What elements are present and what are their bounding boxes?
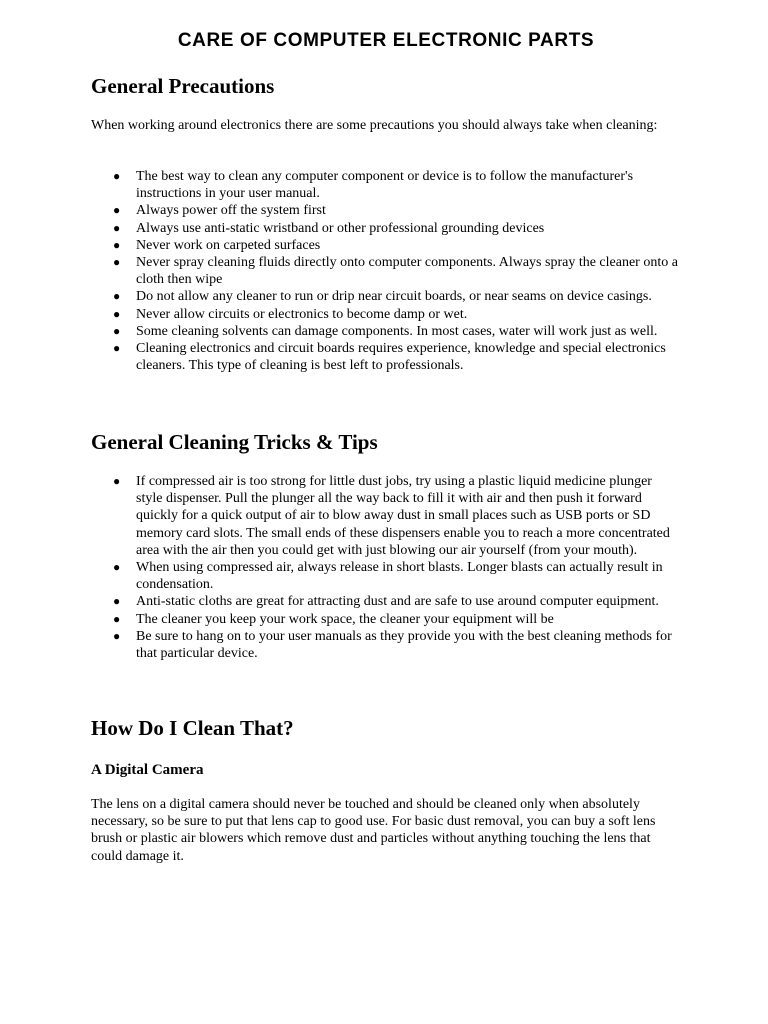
list-item: ● Anti-static cloths are great for attracting dust and are safe to use around computer equipment. — [113, 594, 659, 610]
list-item: ● Some cleaning solvents can damage components. In most cases, water will work just as well. — [113, 323, 658, 339]
tricks-list — [91, 473, 681, 662]
camera-paragraph: The lens on a digital camera should never be touched and should be cleaned only when absolutely necessary, so be sure to put that lens cap to good use. For basic dust removal, you can buy a soft lens brush or plastic air blowers which remove dust and particles without anything touching the lens that could damage it. — [91, 797, 656, 864]
list-item: ● Never work on carpeted surfaces — [113, 237, 321, 253]
bullet-icon: ● — [113, 237, 121, 252]
precautions-intro-paragraph: When working around electronics there are some precautions you should always take when cleaning: — [91, 118, 658, 133]
precautions-list — [91, 168, 681, 374]
bullet-icon: ● — [113, 594, 121, 609]
list-item: ● Be sure to hang on to your user manuals as they provide you with the best cleaning methods for that particular device. — [113, 628, 672, 662]
bullet-icon: ● — [113, 628, 121, 643]
bullet-icon: ● — [113, 220, 121, 235]
bullet-icon: ● — [113, 323, 121, 338]
subheading-digital-camera: A Digital Camera — [91, 762, 204, 778]
list-item: ● Always use anti-static wristband or other professional grounding devices — [113, 220, 545, 236]
list-item: ● Always power off the system first — [113, 203, 326, 219]
list-item: ● If compressed air is too strong for little dust jobs, try using a plastic liquid medicine plunger style dispenser. Pull the plunger all the way back to fill it with air and then push it forward quickly for a quick output of air to blow away dust in small places such as USB ports or SD memory card slots. The small ends of these dispensers enable you to reach a more concentrated area with the air then you could get with just blowing our air yourself (from your mouth). — [113, 474, 670, 558]
list-item: ● The cleaner you keep your work space, the cleaner your equipment will be — [113, 611, 554, 627]
list-item: ● Do not allow any cleaner to run or drip near circuit boards, or near seams on device casings. — [113, 289, 652, 305]
list-item: ● When using compressed air, always release in short blasts. Longer blasts can actually result in condensation. — [113, 560, 663, 593]
list-item: ● Cleaning electronics and circuit boards requires experience, knowledge and special electronics cleaners. This type of cleaning is best left to professionals. — [113, 341, 666, 374]
bullet-icon: ● — [113, 611, 121, 626]
bullet-icon: ● — [113, 169, 121, 183]
list-item: ● The best way to clean any computer component or device is to follow the manufacturer's instructions in your user manual. — [113, 169, 634, 202]
document-title: CARE OF COMPUTER ELECTRONIC PARTS — [177, 30, 595, 51]
bullet-icon: ● — [113, 289, 121, 304]
heading-how-do-i-clean: How Do I Clean That? — [91, 716, 294, 740]
heading-general-precautions: General Precautions — [91, 74, 275, 98]
bullet-icon: ● — [113, 560, 121, 575]
bullet-icon: ● — [113, 341, 121, 356]
heading-cleaning-tricks: General Cleaning Tricks & Tips — [91, 430, 378, 454]
bullet-icon: ● — [113, 203, 121, 218]
bullet-icon: ● — [113, 255, 121, 270]
list-item: ● Never spray cleaning fluids directly onto computer components. Always spray the cleaner onto a cloth then wipe — [113, 255, 678, 288]
bullet-icon: ● — [113, 474, 121, 488]
list-item: ● Never allow circuits or electronics to become damp or wet. — [113, 306, 468, 322]
bullet-icon: ● — [113, 306, 121, 321]
